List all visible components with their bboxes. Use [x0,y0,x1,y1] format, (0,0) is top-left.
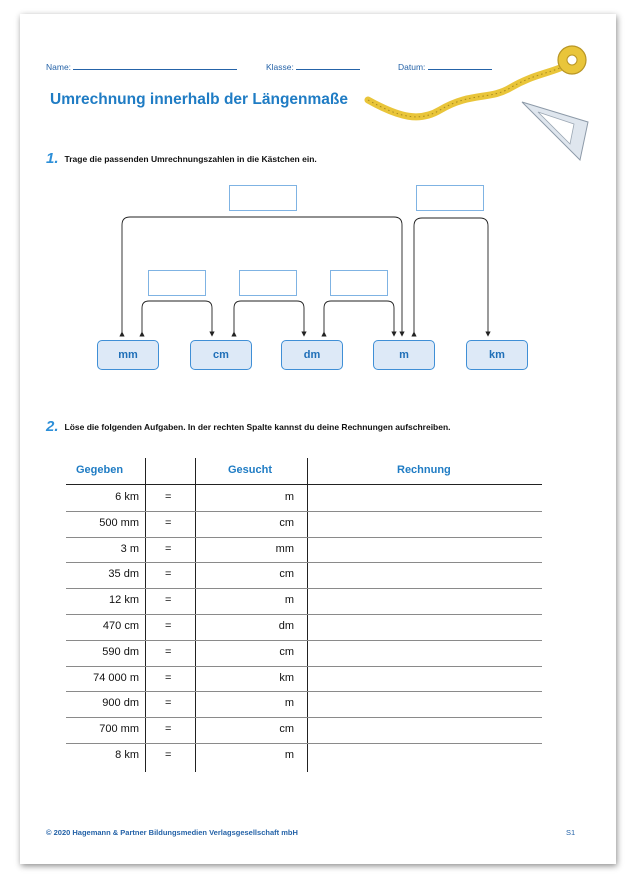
calculation-field[interactable] [310,718,540,742]
given-value: 470 cm [102,620,139,632]
given-value: 3 m [120,542,139,555]
wanted-unit: mm [275,542,294,555]
unit-box-cm: cm [190,340,252,370]
wanted-unit: cm [279,645,294,658]
task-2-number: 2. [46,418,59,435]
equals-sign: = [165,697,172,710]
calculation-field[interactable] [310,667,540,691]
given-value: 74 000 m [93,671,139,684]
answer-box-mm-m[interactable] [229,185,297,211]
wanted-unit: m [284,594,294,607]
calculation-field[interactable] [310,563,540,587]
unit-box-km: km [466,340,528,370]
given-value: 900 dm [102,697,139,710]
given-value: 12 km [109,594,139,607]
answer-box-mm-cm[interactable] [148,270,206,296]
task-2-text: Löse die folgenden Aufgaben. In der rechten Spalte kannst du deine Rechnungen aufschreiben. [64,422,451,432]
answer-box-cm-dm[interactable] [239,270,297,296]
equals-sign: = [165,620,172,632]
calculation-field[interactable] [310,486,540,510]
unit-box-m: m [373,340,435,370]
equals-sign: = [165,542,172,555]
given-value: 6 km [115,491,139,503]
wanted-unit: km [279,671,294,684]
given-value: 500 mm [99,516,139,529]
task-1-number: 1. [46,150,59,167]
footer-copyright: © 2020 Hagemann & Partner Bildungsmedien Verlagsgesellschaft mbH [46,828,298,837]
equals-sign: = [165,568,172,581]
wanted-unit: cm [279,723,294,736]
wanted-unit: m [284,491,294,503]
equals-sign: = [165,594,172,607]
calculation-field[interactable] [310,512,540,536]
calculation-field[interactable] [310,641,540,665]
equals-sign: = [165,723,172,736]
col-header-given: Gegeben [76,464,124,476]
calculation-field[interactable] [310,744,540,768]
name-label: Name: [46,62,72,72]
footer-page-number: S1 [566,828,576,837]
header-rule [66,484,542,485]
col-header-wanted: Gesucht [228,464,273,476]
answer-box-dm-m[interactable] [330,270,388,296]
answer-box-m-km[interactable] [416,185,484,211]
equals-sign: = [165,645,172,658]
column-divider-2 [195,458,196,772]
wanted-unit: m [284,749,294,761]
wanted-unit: dm [278,620,294,632]
wanted-unit: cm [279,568,294,581]
column-divider-1 [145,458,146,772]
equals-sign: = [165,749,172,761]
class-label: Klasse: [266,62,294,72]
equals-sign: = [165,516,172,529]
wanted-unit: m [284,697,294,710]
page-title: Umrechnung innerhalb der Längenmaße [50,91,348,108]
given-value: 8 km [115,749,139,761]
calculation-field[interactable] [310,589,540,613]
equals-sign: = [165,491,172,503]
calculation-field[interactable] [310,538,540,562]
equals-sign: = [165,671,172,684]
calculation-field[interactable] [310,615,540,639]
unit-box-dm: dm [281,340,343,370]
wanted-unit: cm [279,516,294,529]
given-value: 590 dm [102,645,139,658]
task-2-instruction [46,418,451,435]
calculation-field[interactable] [310,692,540,716]
col-header-calc: Rechnung [397,464,451,476]
task-1-text: Trage die passenden Umrechnungszahlen in die Kästchen ein. [64,154,317,164]
unit-box-mm: mm [97,340,159,370]
date-label: Datum: [398,62,426,72]
given-value: 35 dm [108,568,139,581]
given-value: 700 mm [99,723,139,736]
column-divider-3 [307,458,308,772]
